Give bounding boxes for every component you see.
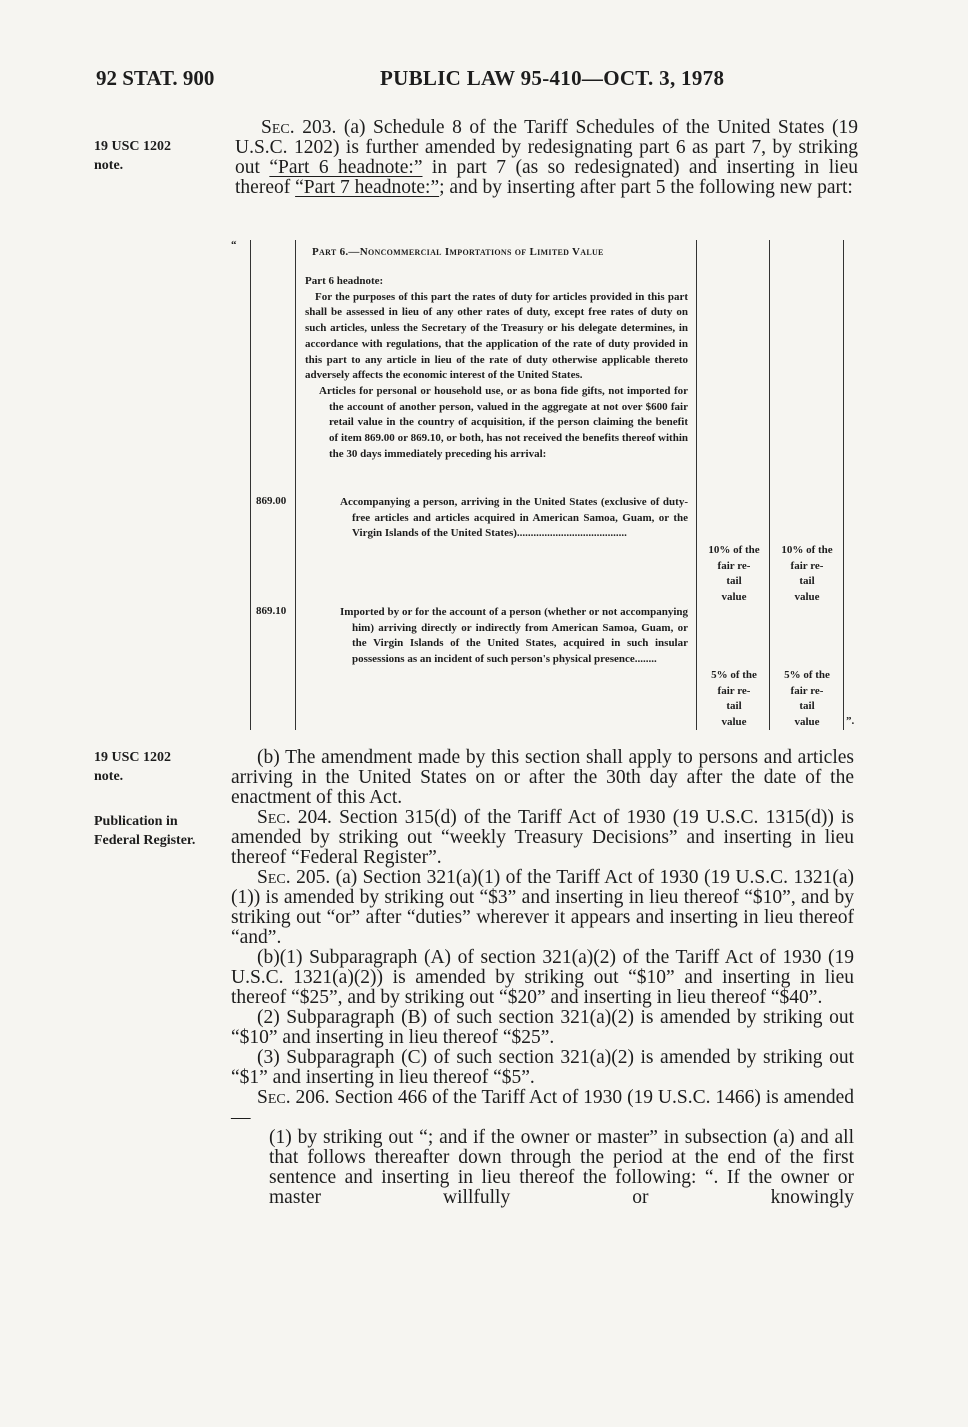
item-description-869-10: Imported by or for the account of a person (whether or not accompanying him) arriving directly or indirectly from American Samoa, Guam, or the Virgin Islands of the United States, acquired in such insular possessions as an incident of such person's physical presence........ [340,606,688,666]
section-205-b2: (2) Subparagraph (B) of such section 321(a)(2) is amended by striking out “$10” and inserting in lieu thereof “$25”. [231,1007,854,1048]
body-after-table [231,748,854,1208]
headnote-label: Part 6 headnote: [305,275,384,287]
table-rule-rate2 [843,240,844,730]
table-rule-rate1 [769,240,770,730]
table-rule-item [295,240,296,730]
table-rule-desc [696,240,697,730]
item-number-869-10: 869.10 [256,605,287,617]
table-close-quote: ”. [846,715,855,727]
table-rule-left [250,240,251,730]
item-869-10-rate-col1: 5% of the fair re- tail value [711,669,757,729]
section-205-b1: (b)(1) Subparagraph (A) of section 321(a)(2) of the Tariff Act of 1930 (19 U.S.C. 1321(a)(2)) is amended by striking out “$10” and inserting in lieu thereof “$25”, and by striking out “$20” and inserting in lieu thereof “$40”. [231,947,854,1008]
item-869-00-rate-col2: 10% of the fair re- tail value [781,544,833,604]
table-title: Part 6.—Noncommercial Importations of Limited Value [312,246,604,258]
section-205-b3: (3) Subparagraph (C) of such section 321(a)(2) is amended by striking out “$1” and inserting in lieu thereof “$5”. [231,1047,854,1088]
item-869-10-rate-col2: 5% of the fair re- tail value [784,669,830,729]
articles-intro: Articles for personal or household use, or as bona fide gifts, not imported for the account of another person, valued in the aggregate at not over $600 fair retail value in the country of acquisition, if the person claiming the benefit of item 869.00 or 869.10, or both, has not received the benefits thereof within the 30 days immediately preceding his arrival: [319,384,688,460]
page-stat-number: 92 STAT. 900 [96,66,215,90]
item-869-00-rate-col1: 10% of the fair re- tail value [708,544,760,604]
section-203-b: (b) The amendment made by this section shall apply to persons and articles arriving in the United States on or after the 30th day after the date of the enactment of this Act. [231,747,854,808]
section-203-a: Sec. 203. (a) Schedule 8 of the Tariff Schedules of the United States (19 U.S.C. 1202) is further amended by redesignating part 6 as part 7, by striking out “Part 6 headnote:” in part 7 (as so redesignated) and inserting in lieu thereof “Part 7 headnote:”; and by inserting after part 5 the following new part: [235,117,859,198]
margin-note-federal-register: Publication in Federal Register. [94,814,196,848]
item-number-869-00: 869.00 [256,495,287,507]
section-206-para-1: (1) by striking out “; and if the owner or master” in subsection (a) and all that follows thereafter down through the period at the end of the first sentence and inserting in lieu thereof the following: “. If the owner or master willfully or knowingly [269,1127,854,1208]
margin-note-usc-2: 19 USC 1202 note. [94,750,172,784]
table-open-quote: “ [231,239,237,251]
section-206: Sec. 206. Section 466 of the Tariff Act of 1930 (19 U.S.C. 1466) is amended— [231,1087,855,1128]
margin-note-usc-1: 19 USC 1202 note. [94,139,172,173]
section-204: Sec. 204. Section 315(d) of the Tariff Act of 1930 (19 U.S.C. 1315(d)) is amended by striking out “weekly Treasury Decisions” and inserting in lieu thereof “Federal Register”. [231,807,854,868]
page-law-title: PUBLIC LAW 95-410—OCT. 3, 1978 [380,66,725,90]
table-description-column [305,274,688,462]
section-205-a: Sec. 205. (a) Section 321(a)(1) of the Tariff Act of 1930 (19 U.S.C. 1321(a)(1)) is amended by striking out “$3” and inserting in lieu thereof “$10”, and by striking out “or” after “duties” wherever it appears and inserting in lieu thereof “and”. [231,867,855,948]
headnote-text: For the purposes of this part the rates of duty for articles provided in this part shall be assessed in lieu of any other rates of duty, except free rates of duty on such articles, unless the Secretary of the Treasury or his delegate determines, in accordance with regulations, that the application of the rate of duty provided in this part to any article in lieu of the rate of duty otherwise applicable thereto adversely affects the economic interest of the United States. [305,290,688,382]
item-description-869-00: Accompanying a person, arriving in the United States (exclusive of duty-free articles and articles acquired in American Samoa, Guam, or the Virgin Islands of the United States)........................................ [340,496,688,540]
